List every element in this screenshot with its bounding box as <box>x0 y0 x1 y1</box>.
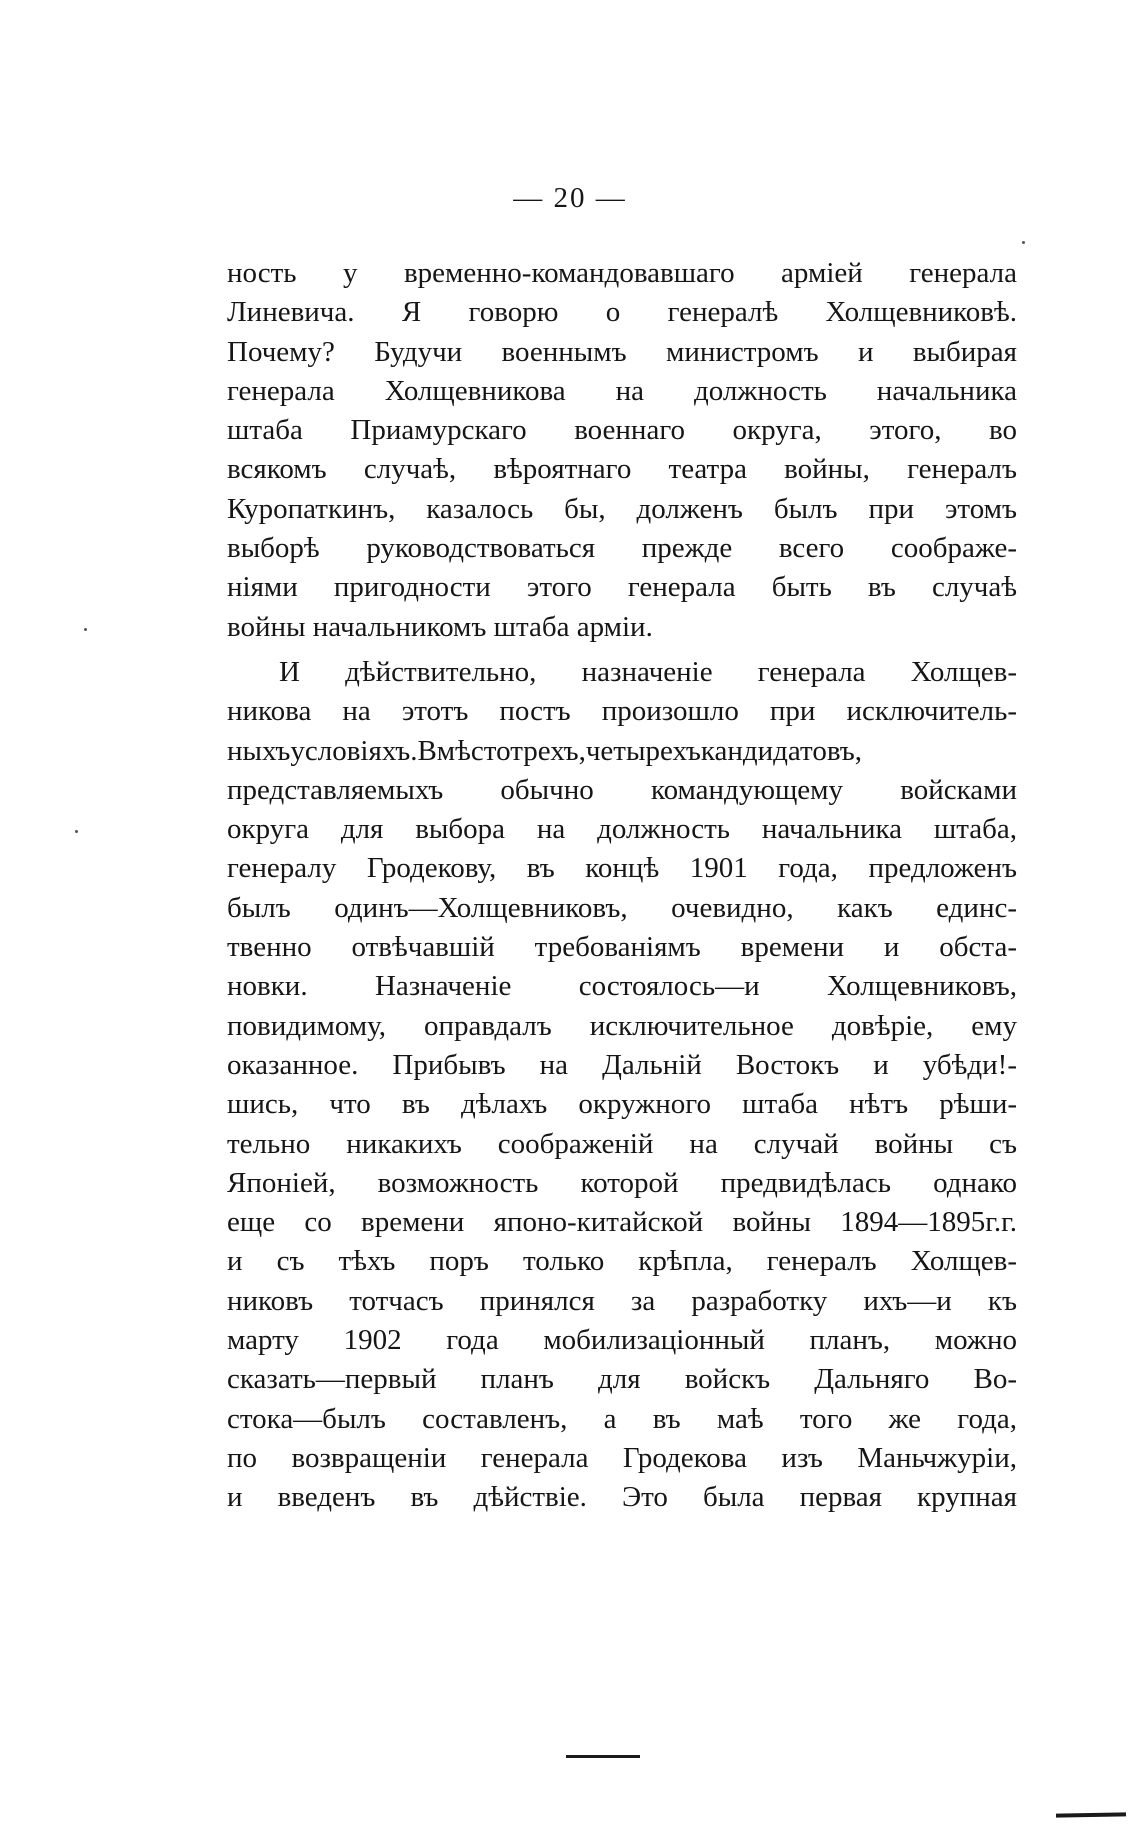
text-line: ніями пригодности этого генерала быть въ случаѣ <box>227 571 1017 604</box>
scan-speck <box>84 628 87 631</box>
bottom-rule <box>566 1755 640 1758</box>
text-line: Куропаткинъ, казалось бы, долженъ былъ при этомъ <box>227 492 1017 525</box>
text-line: сказать—первый планъ для войскъ Дальняго Во- <box>227 1363 1017 1396</box>
page-number: — 20 — <box>513 182 627 214</box>
text-line: никова на этотъ постъ произошло при исключитель- <box>227 695 1017 728</box>
text-line: оказанное. Прибывъ на Дальній Востокъ и убѣди!- <box>227 1048 1017 1081</box>
scan-speck <box>75 830 78 833</box>
text-line: новки. Назначеніе состоялось—и Холщевниковъ, <box>227 970 1017 1003</box>
text-line: шись, что въ дѣлахъ окружного штаба нѣтъ рѣши- <box>227 1088 1017 1121</box>
text-line: представляемыхъ обычно командующему войсками <box>227 773 1017 806</box>
text-line: ность у временно-командовавшаго арміей генерала <box>227 257 1017 289</box>
text-line: марту 1902 года мобилизаціонный планъ, можно <box>227 1324 1017 1357</box>
scan-edge-mark <box>1056 1812 1126 1817</box>
text-line: былъ одинъ—Холщевниковъ, очевидно, какъ единс- <box>227 891 1017 924</box>
text-line: и введенъ въ дѣйствіе. Это была первая крупная <box>227 1481 1017 1514</box>
text-line: повидимому, оправдалъ исключительное довѣріе, ему <box>227 1009 1017 1042</box>
text-line: и съ тѣхъ поръ только крѣпла, генералъ Холщев- <box>227 1245 1017 1278</box>
text-line: И дѣйствительно, назначеніе генерала Холщев- <box>279 655 1017 688</box>
text-line: выборѣ руководствоваться прежде всего соображе- <box>227 532 1017 565</box>
text-line: штаба Приамурскаго военнаго округа, этого, во <box>227 414 1017 447</box>
text-line: Почему? Будучи военнымъ министромъ и выбирая <box>227 335 1017 368</box>
text-line: войны начальникомъ штаба арміи. <box>227 610 653 643</box>
text-line: ныхъусловіяхъ.Вмѣстотрехъ,четырехъкандидатовъ, <box>227 734 863 767</box>
text-line: Линевича. Я говорю о генералѣ Холщевниковѣ. <box>227 296 1017 329</box>
body-text <box>227 254 1017 1518</box>
text-line: округа для выбора на должность начальника штаба, <box>227 813 1017 846</box>
text-line: Японіей, возможность которой предвидѣлась однако <box>227 1166 1017 1199</box>
text-line: генералу Гродекову, въ концѣ 1901 года, предложенъ <box>227 852 1017 885</box>
scan-speck <box>1022 241 1025 244</box>
text-line: твенно отвѣчавшій требованіямъ времени и обста- <box>227 931 1017 964</box>
text-line: генерала Холщевникова на должность начальника <box>227 374 1017 407</box>
text-line: по возвращеніи генерала Гродекова изъ Маньчжуріи, <box>227 1441 1017 1474</box>
text-line: всякомъ случаѣ, вѣроятнаго театра войны, генералъ <box>227 453 1017 486</box>
text-line: никовъ тотчасъ принялся за разработку ихъ—и къ <box>227 1284 1017 1317</box>
text-line: еще со времени японо-китайской войны 1894—1895г.г. <box>227 1206 1017 1239</box>
text-line: стока—былъ составленъ, а въ маѣ того же года, <box>227 1402 1017 1435</box>
text-line: тельно никакихъ соображеній на случай войны съ <box>227 1127 1017 1160</box>
